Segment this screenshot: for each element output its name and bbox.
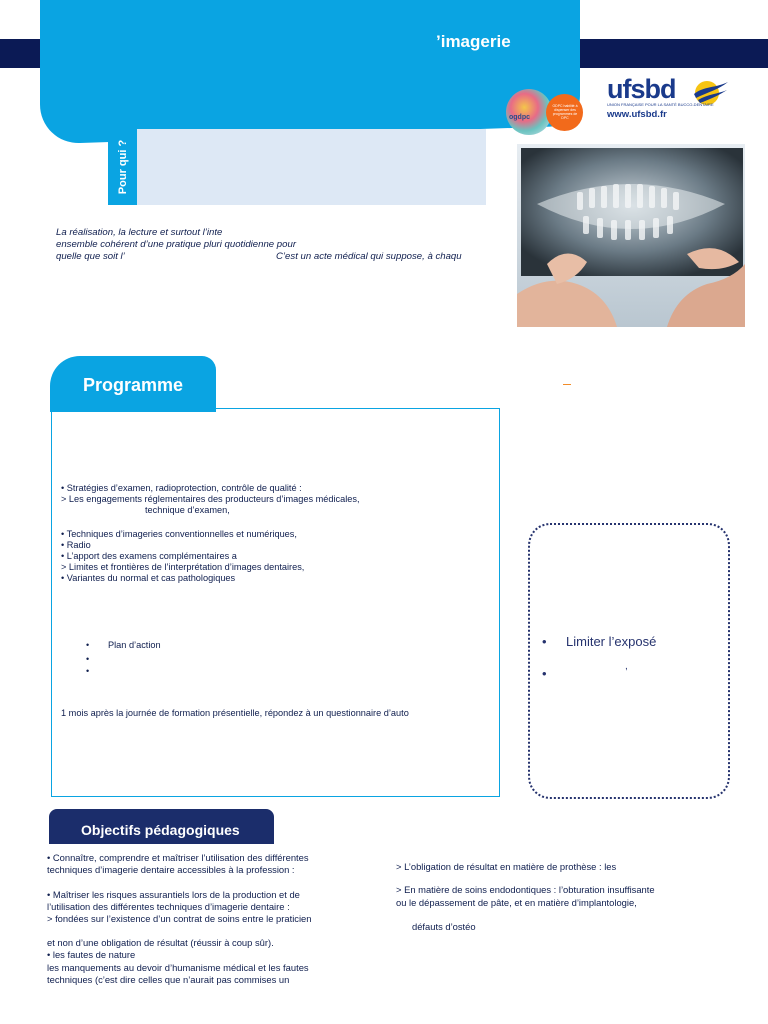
programme-line: > Les engagements réglementaires des producteurs d’images médicales, — [61, 494, 360, 504]
pour-qui-label: Pour qui ? — [116, 139, 129, 195]
objectifs-left-line: les manquements au devoir d’humanisme médical et les fautes — [47, 962, 309, 973]
programme-line: technique d’examen, — [145, 505, 230, 515]
bullet-icon: • — [86, 640, 90, 650]
objectifs-left-line: techniques (c’est dire celles que n’aurait pas commises un — [47, 974, 290, 985]
bullet-icon: • — [86, 654, 90, 664]
bullet-icon: • — [542, 634, 547, 649]
objectifs-left-line: • Connaître, comprendre et maîtriser l’utilisation des différentes — [47, 852, 309, 863]
programme-line: • Techniques d’imageries conventionnelles et numériques, — [61, 529, 297, 539]
ufsbd-url-link[interactable]: www.ufsbd.fr — [607, 109, 667, 120]
key-point-item: Limiter l’exposé — [566, 634, 657, 649]
objectifs-title: Objectifs pédagogiques — [81, 822, 240, 838]
objectifs-right-line: ou le dépassement de pâte, et en matière d’implantologie, — [396, 897, 637, 908]
intro-line-1: La réalisation, la lecture et surtout l’inte — [56, 227, 223, 238]
programme-line: • Stratégies d’examen, radioprotection, contrôle de qualité : — [61, 483, 302, 493]
objectifs-left-line: techniques d’imagerie dentaire accessibles à la profession : — [47, 864, 295, 875]
bullet-icon: • — [542, 666, 547, 681]
objectifs-left-line: l’utilisation des différentes techniques d’imagerie dentaire : — [47, 901, 290, 912]
key-point-comma: , — [625, 661, 628, 672]
odpc-badge-text: ODPC habilité à dispenser des programmes de DPC — [552, 104, 578, 120]
programme-line: • L’apport des examens complémentaires a — [61, 551, 237, 561]
page-title: ’imagerie — [436, 32, 511, 51]
programme-line: > Limites et frontières de l’interprétation d’images dentaires, — [61, 562, 305, 572]
programme-line: • Radio — [61, 540, 91, 550]
programme-box — [51, 408, 500, 797]
objectifs-right-line: > En matière de soins endodontiques : l’obturation insuffisante — [396, 884, 655, 895]
intro-line-3a: quelle que soit l’ — [56, 251, 125, 262]
plan-action-item: Plan d’action — [108, 640, 161, 650]
objectifs-left-line: et non d’une obligation de résultat (réussir à coup sûr). — [47, 937, 274, 948]
pour-qui-content-box — [137, 129, 486, 205]
ogdpc-logo-text: ogdpc — [509, 114, 530, 121]
intro-line-3b: C’est un acte médical qui suppose, à chaqu — [276, 251, 462, 262]
programme-title: Programme — [83, 375, 184, 395]
header-blue-banner — [40, 0, 580, 144]
dental-xray-photo — [517, 144, 745, 327]
pour-qui-label-container — [108, 129, 137, 205]
objectifs-left-line: > fondées sur l’existence d’un contrat de soins entre le praticien — [47, 913, 312, 924]
intro-line-2: ensemble cohérent d’une pratique pluri quotidienne pour — [56, 239, 297, 250]
key-points-box — [528, 523, 730, 799]
ufsbd-tagline: UNION FRANÇAISE POUR LA SANTÉ BUCCO-DENTAIRE — [607, 102, 714, 107]
objectifs-left-line: • Maîtriser les risques assurantiels lors de la production et de — [47, 889, 300, 900]
bullet-icon: • — [86, 666, 90, 676]
objectifs-left-line: • les fautes de nature — [47, 949, 136, 960]
orange-dash-mark — [563, 384, 571, 385]
ufsbd-logo-name: ufsbd — [607, 74, 676, 104]
followup-text: 1 mois après la journée de formation présentielle, répondez à un questionnaire d’auto — [61, 708, 409, 718]
programme-line: • Variantes du normal et cas pathologiques — [61, 573, 236, 583]
objectifs-right-line: défauts d’ostéo — [412, 921, 476, 932]
objectifs-right-line: > L’obligation de résultat en matière de prothèse : les — [396, 861, 617, 872]
